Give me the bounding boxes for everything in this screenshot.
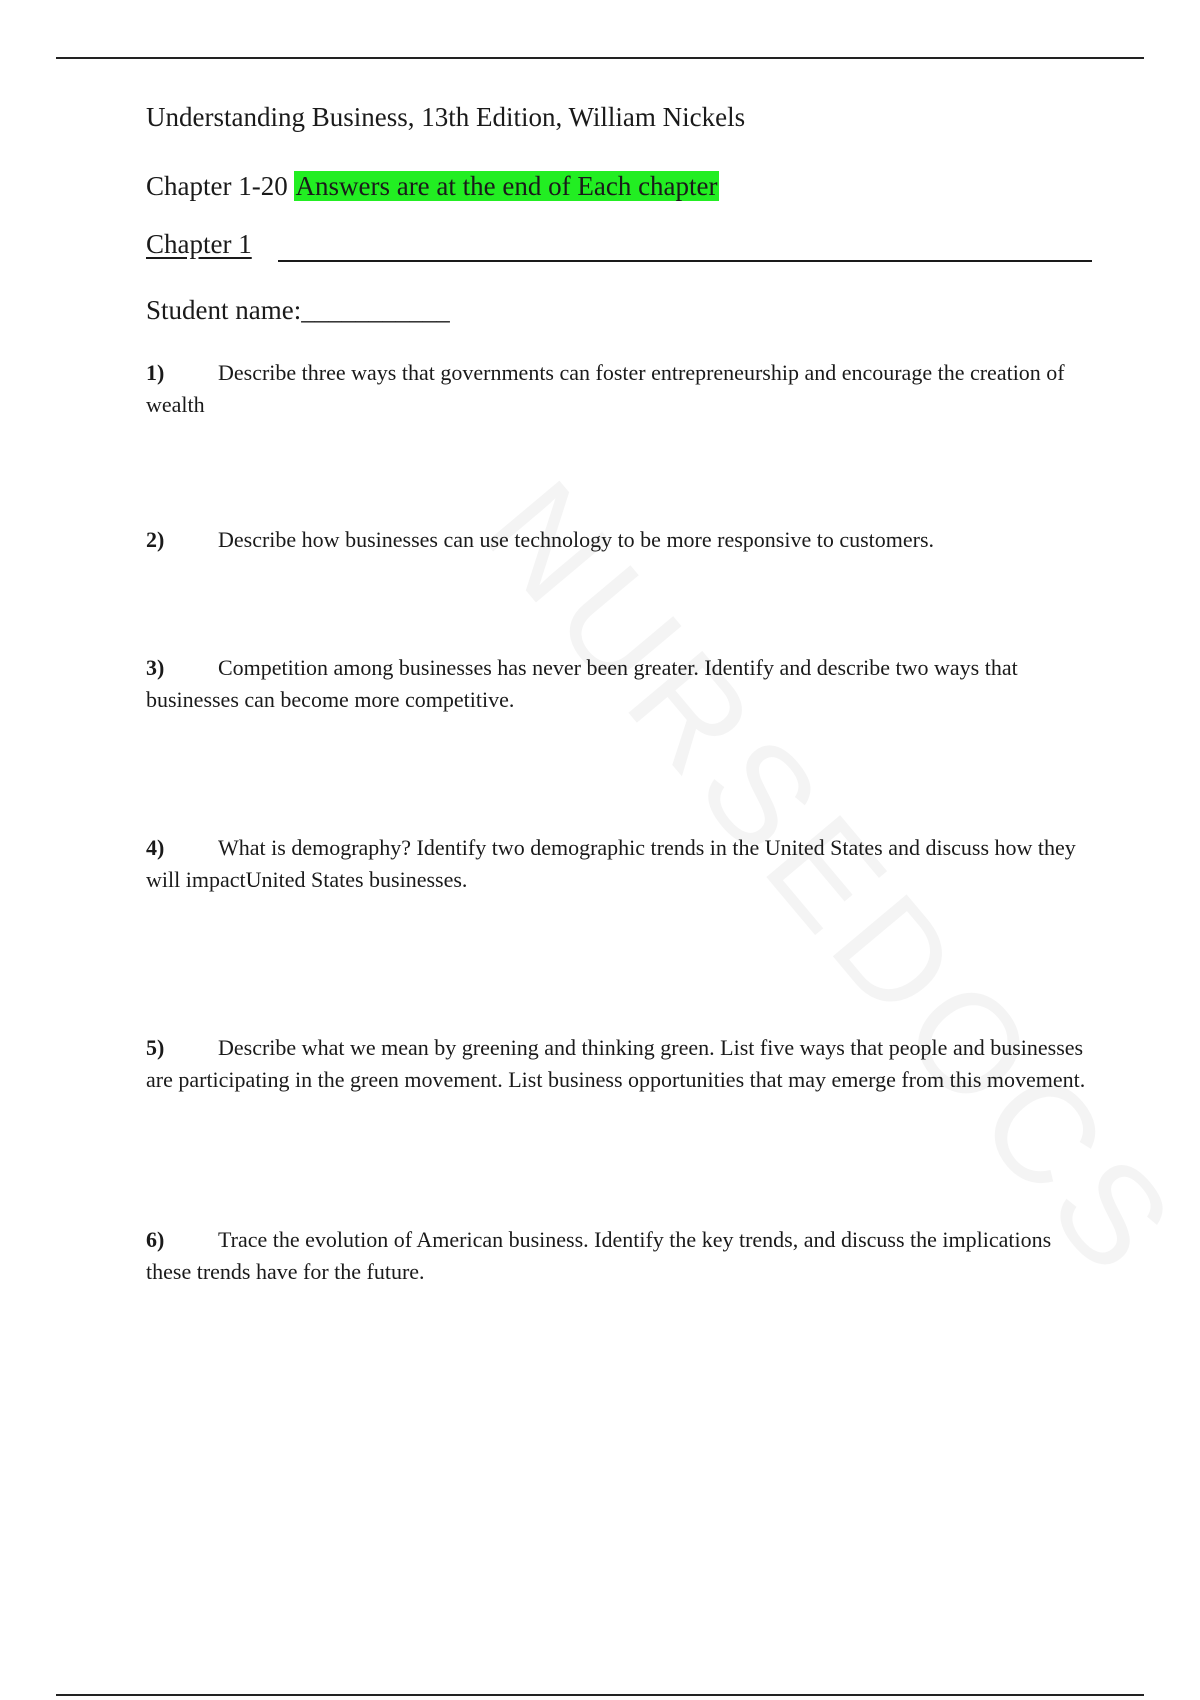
question-item: [146, 652, 1086, 716]
question-text: Describe three ways that governments can foster entrepreneurship and encourage the creation of wealth: [146, 359, 1065, 417]
question-item: [146, 357, 1086, 421]
question-text: Trace the evolution of American business. Identify the key trends, and discuss the implications these trends have for the future.: [146, 1226, 1052, 1284]
question-item: [146, 832, 1086, 896]
question-text: What is demography? Identify two demographic trends in the United States and discuss how they will impactUnited States businesses.: [146, 834, 1076, 892]
chapter-range-line: [146, 169, 1086, 204]
chapter-heading-rule: [278, 260, 1092, 262]
question-text: Competition among businesses has never been greater. Identify and describe two ways that businesses can become more competitive.: [146, 654, 1018, 712]
question-item: [146, 524, 1086, 556]
document-title: Understanding Business, 13th Edition, William Nickels: [146, 102, 746, 132]
question-number: 2): [146, 526, 165, 552]
question-number: 6): [146, 1226, 165, 1252]
document-body: [146, 100, 1086, 1288]
question-number: 4): [146, 834, 165, 860]
student-name-field: Student name:___________: [146, 295, 450, 326]
chapter-heading: [146, 230, 1086, 262]
question-number: 3): [146, 654, 165, 680]
question-text: Describe how businesses can use technology to be more responsive to customers.: [218, 526, 935, 552]
question-text: Describe what we mean by greening and thinking green. List five ways that people and businesses are participating in the green movement. List business opportunities that may emerge from this movement.: [146, 1034, 1086, 1092]
question-item: [146, 1032, 1086, 1096]
question-item: [146, 1224, 1086, 1288]
chapter-heading-label: Chapter 1: [146, 229, 252, 260]
bottom-divider: [56, 1694, 1144, 1696]
chapter-range-prefix: Chapter 1-20: [146, 171, 288, 202]
question-number: 1): [146, 359, 165, 385]
question-number: 5): [146, 1034, 165, 1060]
answers-note-highlight: Answers are at the end of Each chapter: [295, 171, 718, 202]
top-divider: [56, 57, 1144, 59]
